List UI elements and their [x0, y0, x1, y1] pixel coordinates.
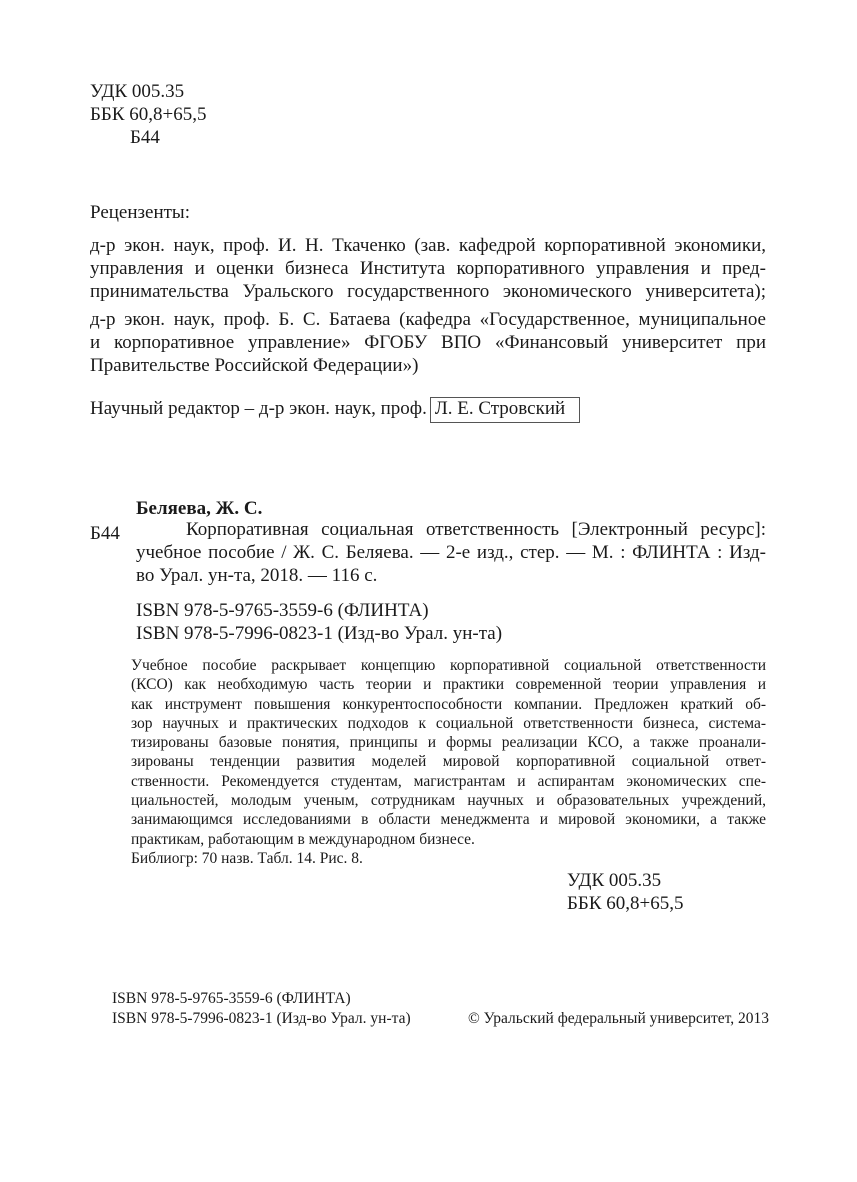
- footer-isbn-2: ISBN 978-5-7996-0823-1 (Изд-во Урал. ун-та): [112, 1010, 411, 1027]
- reviewer-2-line: и корпоративное управление» ФГОБУ ВПО «Финансовый университет при: [90, 332, 766, 353]
- editor-name-box: Л. Е. Стровский: [430, 397, 580, 423]
- abstract-line: (КСО) как необходимую часть теории и практики современной теории управления и: [131, 676, 766, 694]
- biblio-line: Библиогр: 70 назв. Табл. 14. Рис. 8.: [131, 849, 363, 867]
- reviewer-1-line: д-р экон. наук, проф. И. Н. Ткаченко (зав. кафедрой корпоративной экономики,: [90, 235, 766, 256]
- author-sign-top: Б44: [130, 127, 160, 148]
- abstract-line: практикам, работающим в международном бизнесе.: [131, 830, 475, 848]
- abstract-line: циальностей, молодым ученым, сотрудникам научных и образовательных учреждений,: [131, 792, 766, 810]
- description-line: учебное пособие / Ж. С. Беляева. — 2-е изд., стер. — М. : ФЛИНТА : Изд-: [136, 542, 766, 563]
- editor-label: Научный редактор – д-р экон. наук, проф.: [90, 398, 427, 419]
- reviewer-1: [90, 234, 766, 303]
- reviewer-2: [90, 308, 766, 377]
- abstract-line: Учебное пособие раскрывает концепцию корпоративной социальной ответственности: [131, 657, 766, 674]
- abstract-line: ственности. Рекомендуется студентам, магистрантам и аспирантам экономических спе-: [131, 772, 766, 790]
- footer-isbn-1: ISBN 978-5-9765-3559-6 (ФЛИНТА): [112, 990, 351, 1007]
- reviewer-1-line: принимательства Уральского государственного экономического университета);: [90, 281, 766, 302]
- reviewer-2-line: Правительстве Российской Федерации»): [90, 355, 419, 376]
- description-line: Корпоративная социальная ответственность [Электронный ресурс]:: [186, 519, 766, 540]
- abstract-line: зор научных и практических подходов к социальной ответственности бизнеса, система-: [131, 714, 766, 732]
- abstract-line: тизированы базовые понятия, принципы и формы реализации КСО, а также проанали-: [131, 734, 766, 752]
- abstract-line: зированы тенденции развития моделей мировой корпоративной социальной ответ-: [131, 753, 766, 771]
- bbk-top: ББК 60,8+65,5: [90, 104, 207, 125]
- footer-copyright: © Уральский федеральный университет, 2013: [468, 1010, 770, 1027]
- abstract-line: как инструмент повышения конкурентоспособности компании. Предложен краткий об-: [131, 695, 766, 713]
- scientific-editor: [90, 397, 580, 423]
- catalog-author: Беляева, Ж. С.: [136, 498, 263, 519]
- catalog-isbn-2: ISBN 978-5-7996-0823-1 (Изд-во Урал. ун-та): [136, 623, 503, 644]
- udk-top: УДК 005.35: [90, 81, 185, 102]
- description-line: во Урал. ун-та, 2018. — 116 с.: [136, 565, 378, 586]
- reviewer-2-line: д-р экон. наук, проф. Б. С. Батаева (кафедра «Государственное, муниципальное: [90, 309, 766, 330]
- catalog-udk: УДК 005.35: [567, 870, 662, 891]
- catalog-bbk: ББК 60,8+65,5: [567, 893, 684, 914]
- catalog-sign: Б44: [90, 523, 120, 544]
- catalog-abstract: [131, 656, 766, 868]
- catalog-isbn-1: ISBN 978-5-9765-3559-6 (ФЛИНТА): [136, 600, 429, 621]
- reviewer-1-line: управления и оценки бизнеса Института корпоративного управления и пред-: [90, 258, 766, 279]
- reviewers-heading: Рецензенты:: [90, 202, 190, 223]
- abstract-line: занимающимся исследованиями в области менеджмента и мировой экономики, а также: [131, 811, 766, 829]
- catalog-description: [136, 518, 766, 587]
